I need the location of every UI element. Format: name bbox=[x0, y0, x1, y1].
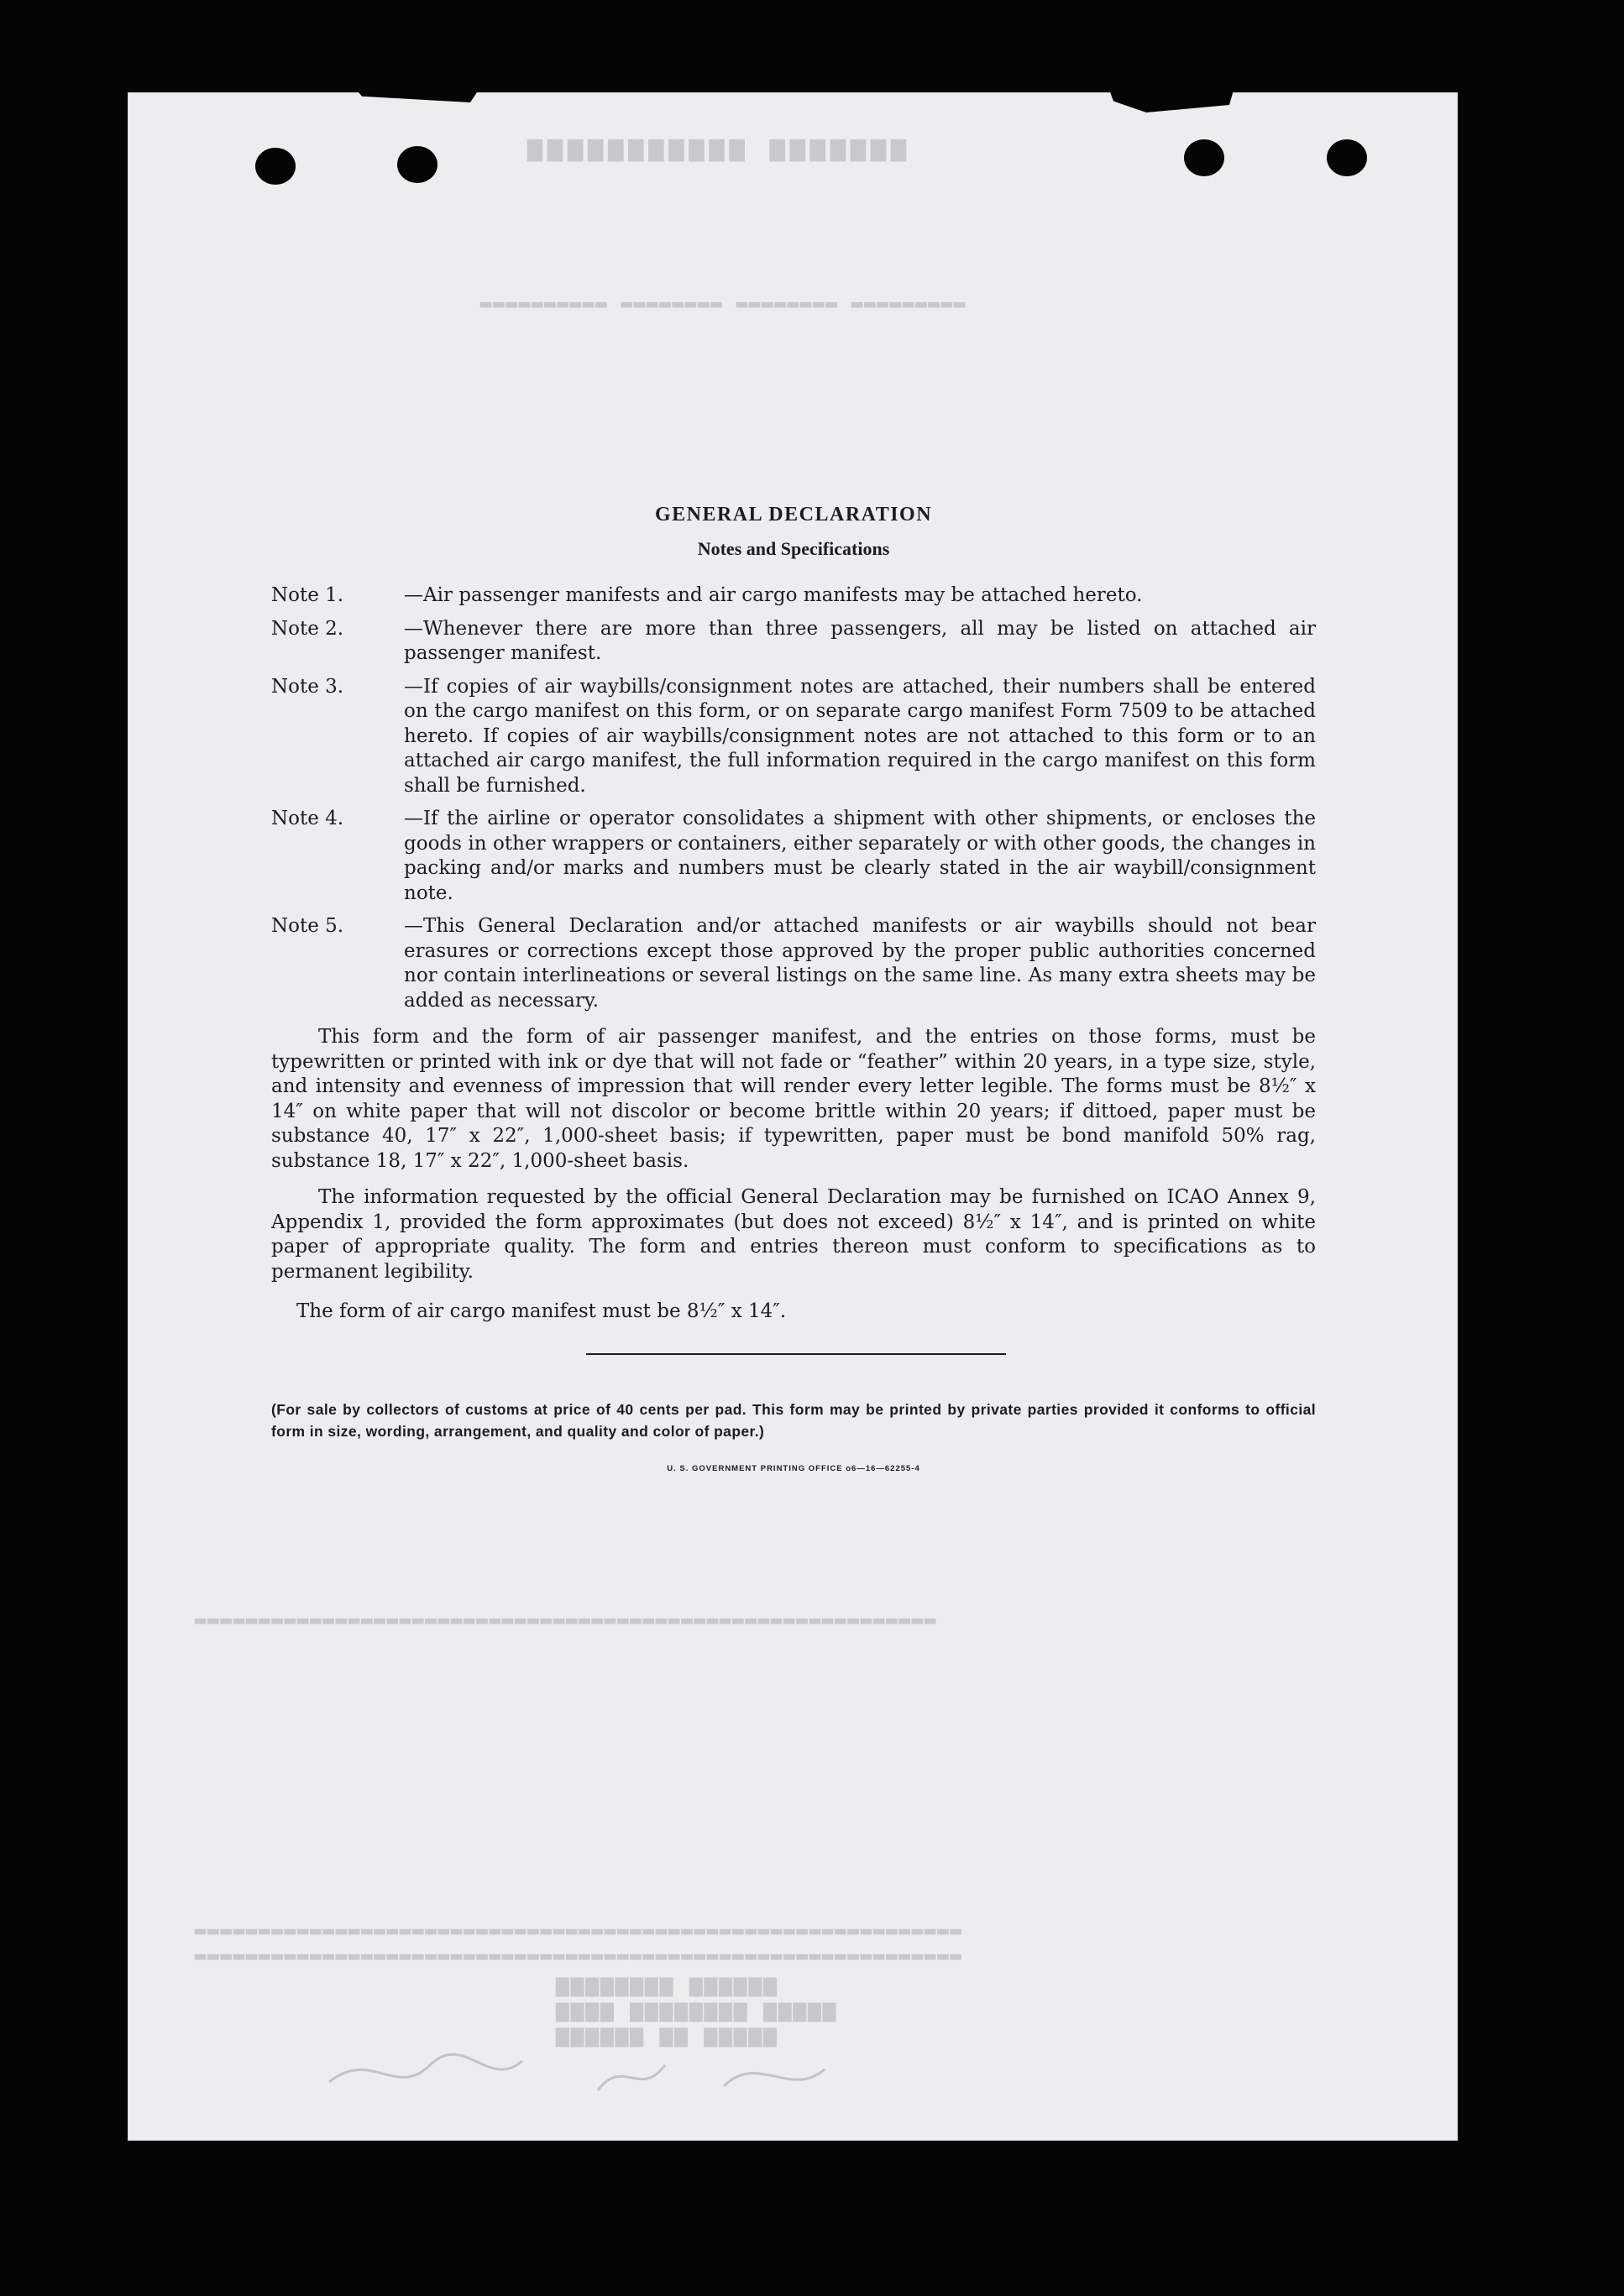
notes-content bbox=[271, 504, 1316, 1473]
note-number: 5. bbox=[325, 915, 344, 937]
page-subtitle: Notes and Specifications bbox=[697, 538, 890, 559]
form-specification-paragraph: This form and the form of air passenger manifest, and the entries on those forms, must be typewritten or printed with ink or dye that will not fade or “feather” within 20 years, in a type size, style, and intensity and evenness of impression that will render every letter legible. The forms must be 8½″ x 14″ on white paper that will not discolor or become brittle within 20 years; if dittoed, paper must be substance 40, 17″ x 22″, 1,000-sheet basis; if typewritten, paper must be bond manifold 50% rag, substance 18, 17″ x 22″, 1,000-sheet basis. bbox=[271, 1026, 1316, 1172]
note-1 bbox=[271, 583, 1316, 609]
note-3 bbox=[271, 675, 1316, 799]
form-sheet bbox=[128, 92, 1458, 2141]
note-label: Note bbox=[271, 617, 319, 640]
page-title: GENERAL DECLARATION bbox=[654, 504, 933, 526]
note-number: 1. bbox=[325, 584, 344, 606]
note-text: —Air passenger manifests and air cargo manifests may be attached hereto. bbox=[404, 584, 1143, 606]
note-number: 4. bbox=[325, 808, 344, 829]
note-number: 3. bbox=[325, 675, 344, 698]
bleed-through-header: ▆▆▆▆▆▆▆ ▆▆▆▆▆▆▆▆▆▆▆ bbox=[522, 135, 907, 164]
divider-rule bbox=[586, 1353, 1006, 1355]
bleed-through-line: ▂▂▂▂▂▂▂▂▂▂▂▂▂▂▂▂▂▂▂▂▂▂▂▂▂▂▂▂▂▂▂▂▂▂▂▂▂▂▂▂▂▂▂▂▂▂▂▂▂▂▂▂▂▂▂▂▂▂▂▂ bbox=[195, 1940, 963, 1961]
punch-hole-4 bbox=[1327, 139, 1367, 176]
note-text: —If the airline or operator consolidates a shipment with other shipments, or encloses the goods in other wrappers or containers, either separately or with other goods, the changes in packing and/or marks and numbers must be clearly stated in the air waybill/consignment note. bbox=[404, 808, 1316, 904]
torn-notch-right bbox=[1108, 87, 1234, 112]
note-label: Note bbox=[271, 808, 319, 829]
bleed-through-line: ▂▂▂▂▂▂▂▂▂▂▂▂▂▂▂▂▂▂▂▂▂▂▂▂▂▂▂▂▂▂▂▂▂▂▂▂▂▂▂▂▂▂▂▂▂▂▂▂▂▂▂▂▂▂▂▂▂▂▂▂ bbox=[195, 1915, 963, 1936]
note-label: Note bbox=[271, 675, 319, 698]
note-text: —This General Declaration and/or attached manifests or air waybills should not bear erasures or corrections except those approved by the proper public authorities concerned nor contain interlineations or several listings on the same line. As many extra sheets may be added as necessary. bbox=[404, 915, 1316, 1012]
torn-notch-left bbox=[354, 87, 480, 102]
note-2 bbox=[271, 617, 1316, 667]
note-text: —Whenever there are more than three passengers, all may be listed on attached air passenger manifest. bbox=[404, 617, 1316, 664]
note-5 bbox=[271, 914, 1316, 1013]
punch-hole-2 bbox=[397, 146, 437, 183]
bleed-through-stamp: ▆▆▆▆▆▆▆▆ ▆▆▆▆▆▆ ▆▆▆▆ ▆▆▆▆▆▆▆▆ ▆▆▆▆▆ ▆▆▆▆▆▆ ▆▆ ▆▆▆▆▆ bbox=[556, 1973, 838, 2048]
note-label: Note bbox=[271, 584, 319, 606]
bleed-through-line: ▂▂▂▂▂▂▂▂▂▂ ▂▂▂▂▂▂▂▂ ▂▂▂▂▂▂▂▂ ▂▂▂▂▂▂▂▂▂ bbox=[480, 288, 967, 309]
sale-notice: (For sale by collectors of customs at price of 40 cents per pad. This form may be printed by private parties provided it conforms to official form in size, wording, arrangement, and quality and color of paper.) bbox=[271, 1400, 1316, 1440]
icao-paragraph: The information requested by the official General Declaration may be furnished on ICAO Annex 9, Appendix 1, provided the form approximates (but does not exceed) 8½″ x 14″, and is printed on white paper of appropriate quality. The form and entries thereon must conform to specifications as to permanent legibility. bbox=[271, 1186, 1316, 1283]
punch-hole-3 bbox=[1184, 139, 1224, 176]
cargo-manifest-size-line: The form of air cargo manifest must be 8½″ x 14″. bbox=[296, 1300, 787, 1322]
bleed-through-line: ▂▂▂▂▂▂▂▂▂▂▂▂▂▂▂▂▂▂▂▂▂▂▂▂▂▂▂▂▂▂▂▂▂▂▂▂▂▂▂▂▂▂▂▂▂▂▂▂▂▂▂▂▂▂▂▂▂▂ bbox=[195, 1604, 938, 1625]
note-4 bbox=[271, 807, 1316, 906]
note-label: Note bbox=[271, 915, 319, 937]
note-text: —If copies of air waybills/consignment notes are attached, their numbers shall be entered on the cargo manifest on this form, or on separate cargo manifest Form 7509 to be attached hereto. If copies of air waybills/consignment notes are not attached to this form or to an attached air cargo manifest, the full information required in the cargo manifest on this form shall be furnished. bbox=[404, 675, 1316, 797]
note-number: 2. bbox=[325, 617, 344, 640]
punch-hole-1 bbox=[255, 148, 296, 185]
printer-imprint: U. S. GOVERNMENT PRINTING OFFICE o6—16—62255-4 bbox=[667, 1463, 920, 1473]
bleed-through-signature bbox=[321, 2040, 909, 2107]
